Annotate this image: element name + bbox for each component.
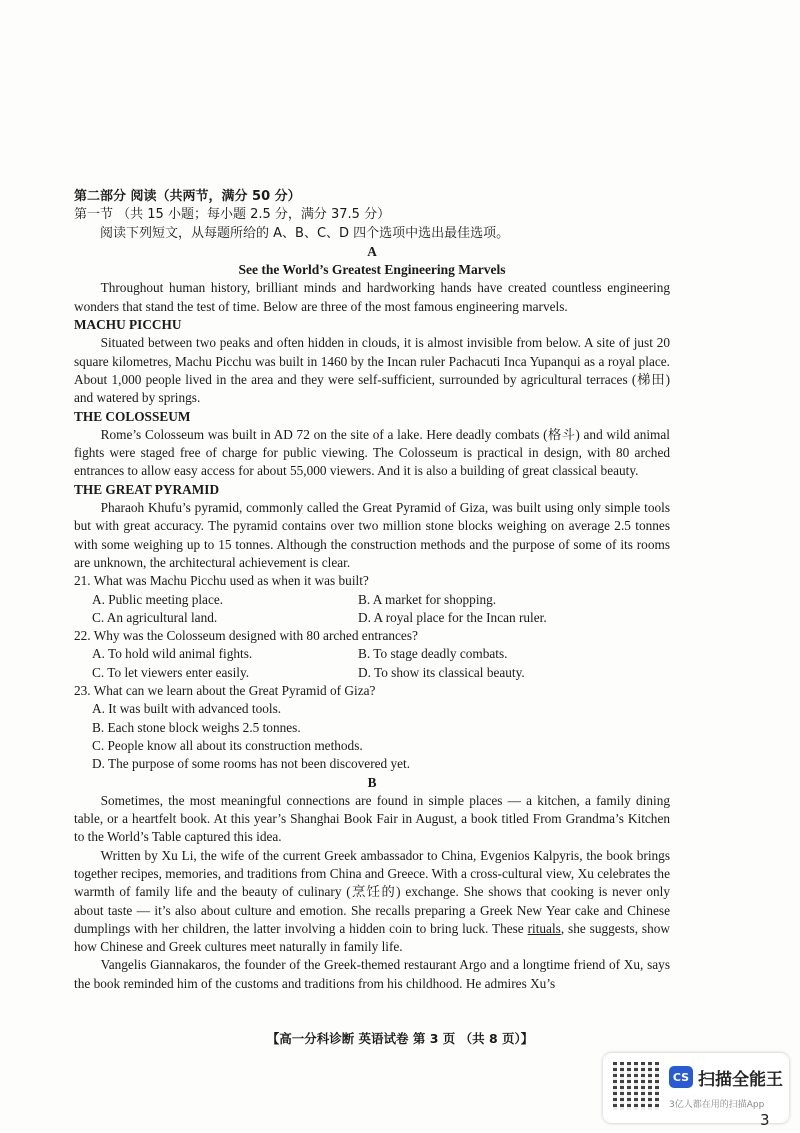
option-23-a: A. It was built with advanced tools. xyxy=(92,701,282,717)
option-22-a: A. To hold wild animal fights. xyxy=(92,646,253,662)
option-23-d: D. The purpose of some rooms has not been discovered yet. xyxy=(92,756,411,772)
brand-name: 扫描全能王 xyxy=(698,1070,783,1090)
question-23: 23. What can we learn about the Great Pyramid of Giza? xyxy=(74,683,376,699)
passage-b-letter: B xyxy=(367,774,377,790)
section-heading: 第一节 （共 15 小题；每小题 2.5 分，满分 37.5 分） xyxy=(74,207,391,223)
cs-logo-icon: CS xyxy=(669,1066,693,1088)
para-2-text-before: Written by Xu Li, the wife of the current Greek ambassador to China, Evgenios Kalpyris, the book brings together recipes, memories, and traditions from China and Greece. With a cross-cultural view, Xu celebrates the warmth of family life and the beauty of culinary (烹饪的) exchange. She shows that cooking is never only about taste — it’s also about culture and emotion. She recalls preparing a Greek New Year cake and Chinese dumplings with her children, the latter involving a hidden coin to bring luck. These xyxy=(74,847,670,936)
option-23-c: C. People know all about its construction methods. xyxy=(92,737,363,753)
question-21: 21. What was Machu Picchu used as when it was built? xyxy=(74,573,369,589)
page-footer: 【高一分科诊断 英语试卷 第 3 页 （共 8 页）】 xyxy=(266,1031,534,1046)
section-text-great-pyramid: Pharaoh Khufu’s pyramid, commonly called the Great Pyramid of Giza, was built using only simple tools but with great accuracy. The pyramid contains over two million stone blocks weighing on average 2.5 tonnes with some weighing up to 15 tonnes. Although the construction methods and the purpose of some of its rooms are unknown, the architectural achievement is clear. xyxy=(74,500,670,570)
question-22-options xyxy=(74,645,670,682)
option-23-b: B. Each stone block weighs 2.5 tonnes. xyxy=(92,719,301,735)
page-number: 3 xyxy=(760,1111,770,1129)
passage-b-para-2 xyxy=(74,847,670,957)
section-heading-colosseum: THE COLOSSEUM xyxy=(74,408,191,424)
section-heading-great-pyramid: THE GREAT PYRAMID xyxy=(74,481,220,497)
passage-b-para-1: Sometimes, the most meaningful connections are found in simple places — a kitchen, a family dining table, or a heartfelt book. At this year’s Shanghai Book Fair in August, a book titled From Grandma’s Kitchen to the World’s Table captured this idea. xyxy=(74,792,670,845)
option-22-b: B. To stage deadly combats. xyxy=(358,646,508,662)
question-22: 22. Why was the Colosseum designed with 80 arched entrances? xyxy=(74,628,418,644)
option-21-b: B. A market for shopping. xyxy=(358,591,497,607)
question-21-options xyxy=(74,591,670,628)
option-21-c: C. An agricultural land. xyxy=(92,609,218,625)
option-22-d: D. To show its classical beauty. xyxy=(358,664,525,680)
option-22-c: C. To let viewers enter easily. xyxy=(92,664,250,680)
option-21-d: D. A royal place for the Incan ruler. xyxy=(358,609,547,625)
section-text-colosseum: Rome’s Colosseum was built in AD 72 on the site of a lake. Here deadly combats (格斗) and wild animal fights were staged free of charge for public viewing. The Colosseum is practical in design, with 80 arched entrances to allow easy access for about 55,000 viewers. And it is also a building of great classical beauty. xyxy=(74,426,670,479)
option-21-a: A. Public meeting place. xyxy=(92,591,224,607)
passage-a-intro: Throughout human history, brilliant minds and hardworking hands have created countless engineering wonders that stand the test of time. Below are three of the most famous engineering marvels. xyxy=(74,280,670,314)
exam-page xyxy=(74,188,670,993)
para-2-text-after: , she suggests, show how Chinese and Greek cultures meet naturally in family life. xyxy=(74,920,670,955)
section-text-machu-picchu: Situated between two peaks and often hidden in clouds, it is almost invisible from below. A site of just 20 square kilometres, Machu Picchu was built in 1460 by the Incan ruler Pachacuti Inca Yupanqui as a royal place. About 1,000 people lived in the area and they were self-sufficient, surrounded by agricultural terraces (梯田) and watered by springs. xyxy=(74,335,670,406)
passage-b-para-3: Vangelis Giannakaros, the founder of the Greek-themed restaurant Argo and a longtime friend of Xu, says the book reminded him of the customs and traditions from his childhood. He admires Xu’s xyxy=(74,957,670,991)
brand-tagline: 3亿人都在用的扫描App xyxy=(669,1100,765,1110)
qr-code-icon xyxy=(613,1062,661,1110)
underlined-word-rituals: rituals xyxy=(527,920,561,936)
instruction: 阅读下列短文，从每题所给的 A、B、C、D 四个选项中选出最佳选项。 xyxy=(100,225,510,241)
passage-a-title: See the World’s Greatest Engineering Marvels xyxy=(238,262,506,278)
part-heading: 第二部分 阅读（共两节，满分 50 分） xyxy=(74,189,301,204)
question-23-options xyxy=(74,700,670,773)
section-heading-machu-picchu: MACHU PICCHU xyxy=(74,317,182,333)
passage-a-letter: A xyxy=(367,243,377,259)
